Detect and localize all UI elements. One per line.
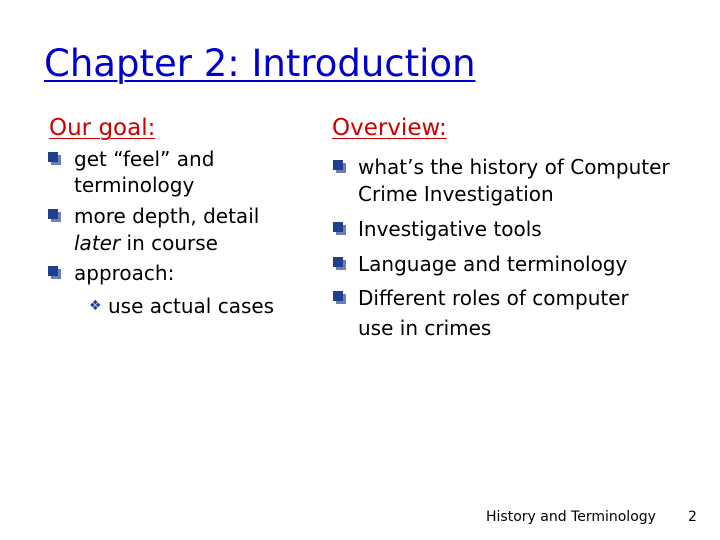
overview-bullet-1-line2: Crime Investigation: [358, 182, 554, 206]
overview-heading: Overview:: [332, 115, 447, 141]
square-bullet-icon: [48, 209, 61, 222]
goal-sub-bullet-1: use actual cases: [108, 294, 275, 318]
footer-text: History and Terminology: [486, 509, 656, 525]
overview-bullet-4-line2: use in crimes: [358, 316, 492, 340]
page-number: 2: [688, 509, 697, 525]
goal-bullet-1-line1: get “feel” and: [74, 147, 215, 171]
our-goal-heading: Our goal:: [49, 115, 156, 141]
overview-bullet-4-line1: Different roles of computer: [358, 286, 629, 310]
square-bullet-icon: [333, 291, 346, 304]
in-course-text: in course: [120, 231, 218, 255]
square-bullet-icon: [333, 222, 346, 235]
square-bullet-icon: [48, 152, 61, 165]
later-text: later: [74, 231, 121, 255]
goal-bullet-2-line2: [74, 230, 218, 256]
goal-bullet-3: approach:: [74, 261, 175, 285]
diamond-bullet-icon: ❖: [89, 298, 102, 314]
overview-bullet-2: Investigative tools: [358, 217, 542, 241]
overview-bullet-3: Language and terminology: [358, 252, 628, 276]
square-bullet-icon: [333, 257, 346, 270]
overview-bullet-1-line1: what’s the history of Computer: [358, 155, 670, 179]
square-bullet-icon: [48, 266, 61, 279]
goal-bullet-1-line2: terminology: [74, 173, 195, 197]
goal-bullet-2-line1: more depth, detail: [74, 204, 260, 228]
square-bullet-icon: [333, 160, 346, 173]
slide-title: Chapter 2: Introduction: [44, 42, 476, 85]
